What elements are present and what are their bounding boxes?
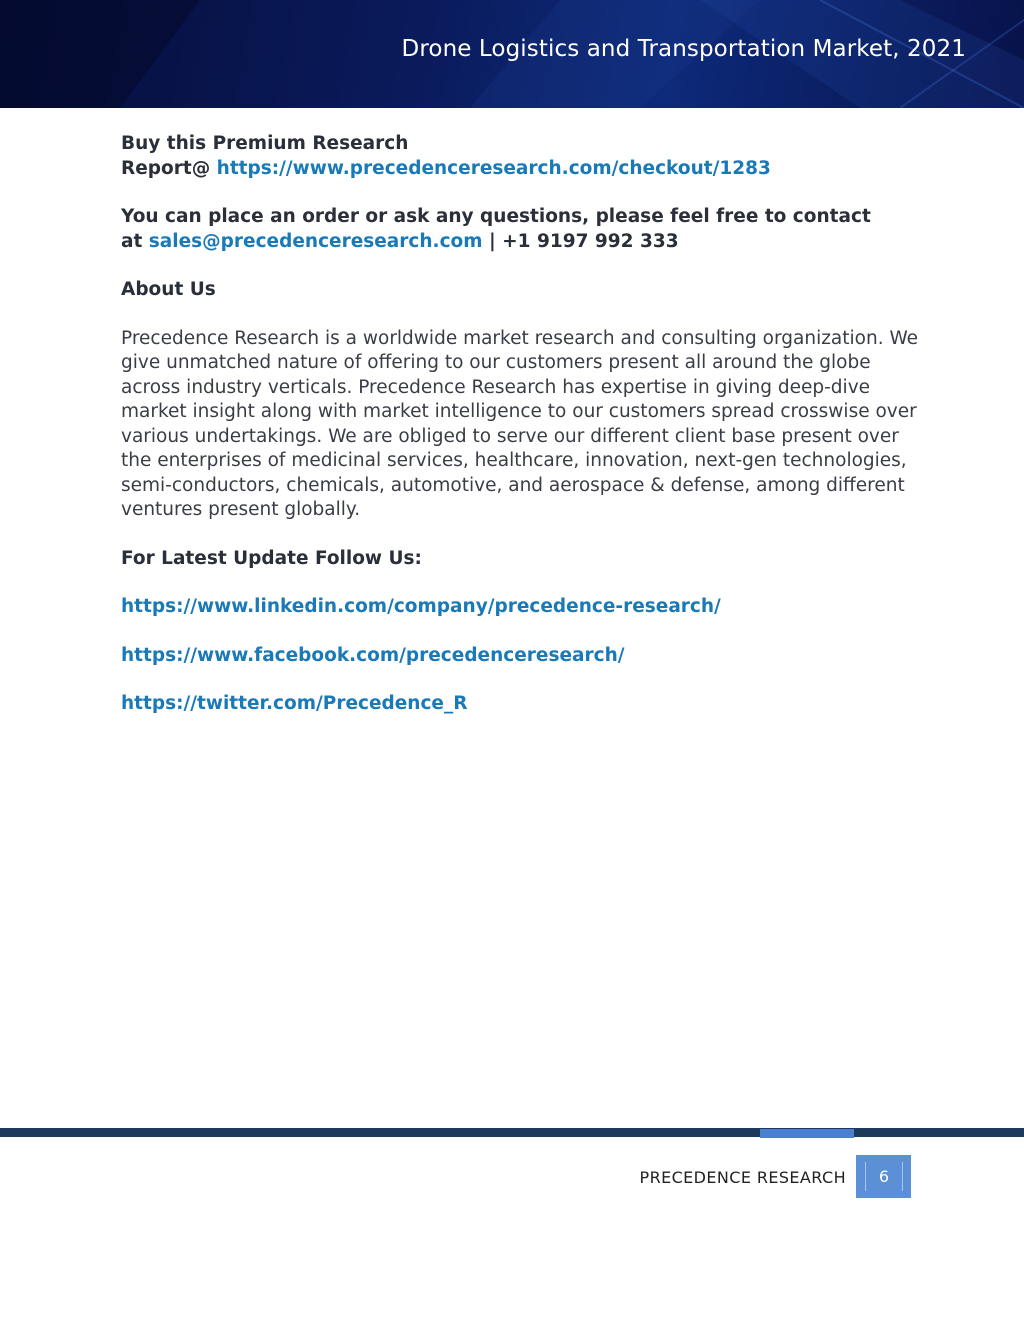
buy-section xyxy=(121,132,921,181)
contact-section xyxy=(121,205,921,254)
contact-line1: You can place an order or ask any questions, please feel free to contact xyxy=(121,206,871,227)
about-body: Precedence Research is a worldwide market research and consulting organization. We give unmatched nature of offering to our customers present all around the globe across industry verticals. Precedence Research has expertise in giving deep-dive market insight along with market intelligence to our customers spread crosswise over various undertakings. We are obliged to serve our different client base present over the enterprises of medicinal services, healthcare, innovation, next-gen technologies, semi-conductors, chemicals, automotive, and aerospace & defense, among different ventures present globally. xyxy=(121,327,919,520)
buy-line2-prefix: Report@ xyxy=(121,157,217,179)
page-number-box xyxy=(856,1155,911,1198)
checkout-link[interactable]: https://www.precedenceresearch.com/checkout/1283 xyxy=(216,157,771,179)
sales-email-link[interactable]: sales@precedenceresearch.com xyxy=(148,230,483,252)
buy-line1: Buy this Premium Research xyxy=(121,133,409,154)
follow-heading: For Latest Update Follow Us: xyxy=(121,547,422,569)
linkedin-link[interactable]: https://www.linkedin.com/company/precedence-research/ xyxy=(121,596,721,617)
twitter-link[interactable]: https://twitter.com/Precedence_R xyxy=(121,693,468,714)
footer-brand: PRECEDENCE RESEARCH xyxy=(639,1168,846,1187)
header-banner xyxy=(0,0,1024,108)
page-content xyxy=(121,132,921,741)
contact-line2-prefix: at xyxy=(121,230,149,252)
contact-phone: | +1 9197 992 333 xyxy=(482,230,679,252)
page-number: 6 xyxy=(865,1162,903,1191)
about-heading: About Us xyxy=(121,279,216,300)
header-title: Drone Logistics and Transportation Market, 2021 xyxy=(401,36,966,62)
footer-divider xyxy=(0,1128,1024,1137)
footer-accent xyxy=(760,1129,854,1138)
facebook-link[interactable]: https://www.facebook.com/precedenceresearch/ xyxy=(121,644,625,666)
